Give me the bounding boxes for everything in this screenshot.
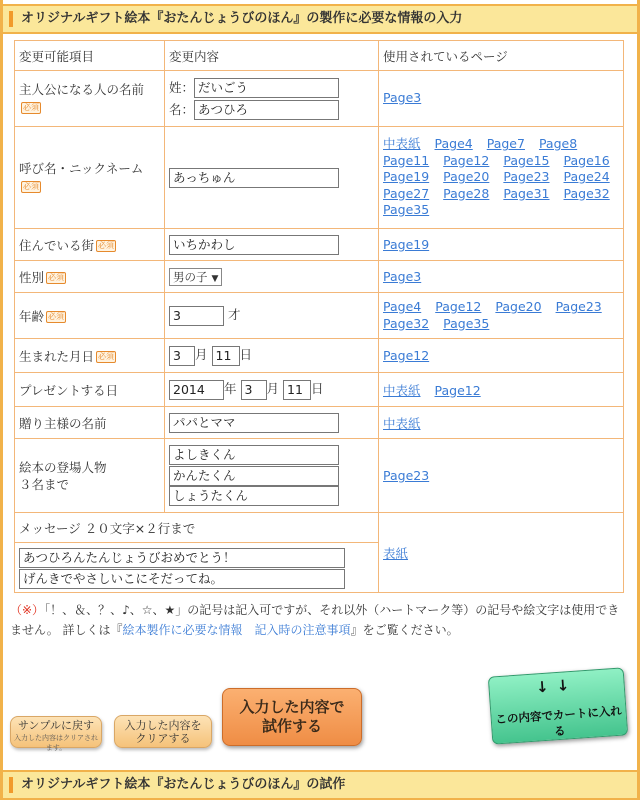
row-label: 呼び名・ニックネーム bbox=[19, 160, 144, 176]
page-link[interactable]: Page4 bbox=[383, 299, 422, 314]
page-link[interactable]: 中表紙 bbox=[383, 136, 421, 152]
chevron-down-icon: ▼ bbox=[211, 273, 219, 284]
page-link[interactable]: Page20 bbox=[443, 169, 490, 185]
row-label: メッセージ ２０文字×２行まで bbox=[19, 520, 196, 536]
down-arrows-icon: ↓↓ bbox=[535, 675, 578, 697]
notice-mark: （※） bbox=[10, 603, 45, 617]
info-table bbox=[14, 40, 624, 593]
present-year-input[interactable]: 2014 bbox=[169, 380, 224, 400]
add-to-cart-button[interactable] bbox=[488, 667, 628, 744]
clear-input-button[interactable] bbox=[114, 715, 212, 748]
section-header-input bbox=[3, 4, 637, 34]
page-link[interactable]: Page23 bbox=[383, 468, 430, 483]
page-link[interactable]: Page20 bbox=[495, 299, 542, 314]
section-header-trial bbox=[3, 770, 637, 800]
page-link[interactable]: 中表紙 bbox=[383, 415, 421, 431]
row-label: 住んでいる街 bbox=[19, 237, 95, 253]
page-link[interactable]: Page32 bbox=[383, 315, 430, 331]
day-unit: 日 bbox=[311, 381, 324, 397]
required-badge: 必須 bbox=[48, 312, 65, 321]
column-header: 使用されているページ bbox=[379, 41, 624, 71]
column-header: 変更可能項目 bbox=[15, 41, 165, 71]
table-row bbox=[15, 373, 624, 407]
table-row bbox=[15, 439, 624, 513]
table-row bbox=[15, 339, 624, 373]
page-link[interactable]: Page3 bbox=[383, 90, 422, 106]
row-label: 生まれた月日 bbox=[19, 348, 95, 364]
table-row bbox=[15, 261, 624, 293]
trial-build-label: 入力した内容で bbox=[239, 698, 345, 716]
page-link[interactable]: Page4 bbox=[434, 136, 473, 152]
table-row bbox=[15, 407, 624, 439]
page-link[interactable]: Page23 bbox=[555, 299, 602, 314]
page-link[interactable]: 表紙 bbox=[383, 545, 409, 561]
page-link[interactable]: Page3 bbox=[383, 269, 422, 284]
page-link[interactable]: Page12 bbox=[443, 152, 490, 168]
nickname-input[interactable]: あっちゅん bbox=[169, 168, 339, 188]
page-link[interactable]: Page7 bbox=[486, 136, 525, 152]
notice-text bbox=[10, 600, 630, 640]
month-unit: 月 bbox=[266, 381, 280, 397]
page-link[interactable]: Page12 bbox=[435, 299, 482, 314]
notice-body: 「！、＆、？、♪、☆、★」の記号は記入可ですが、それ以外（ハートマーク等）の記号や絵文字は使用できません。 詳しくは『 bbox=[10, 603, 620, 637]
page-link[interactable]: Page19 bbox=[383, 169, 430, 185]
table-row bbox=[15, 127, 624, 229]
page-link[interactable]: Page31 bbox=[503, 185, 550, 201]
row-label: 性別 bbox=[19, 269, 45, 285]
character-input[interactable]: しょうたくん bbox=[169, 486, 339, 506]
character-input[interactable]: かんたくん bbox=[169, 466, 339, 486]
reset-sample-button[interactable] bbox=[10, 716, 102, 752]
required-badge: 必須 bbox=[23, 103, 39, 112]
reset-sample-label: サンプルに戻す bbox=[17, 719, 94, 732]
page-link[interactable]: Page35 bbox=[443, 315, 490, 331]
row-label: 主人公になる人の名前 bbox=[19, 81, 145, 97]
section-title: オリジナルギフト絵本『おたんじょうびのほん』の製作に必要な情報の入力 bbox=[21, 11, 463, 26]
day-unit: 日 bbox=[239, 347, 253, 363]
page-links bbox=[379, 127, 624, 229]
table-row bbox=[15, 229, 624, 261]
required-badge: 必須 bbox=[23, 182, 39, 191]
table-header-row bbox=[15, 41, 624, 71]
header-bar-icon bbox=[9, 11, 13, 27]
page-link[interactable]: Page28 bbox=[443, 185, 490, 201]
row-label: 絵本の登場人物 bbox=[19, 459, 107, 475]
birth-month-input[interactable]: 3 bbox=[169, 346, 195, 366]
page-link[interactable]: 中表紙 bbox=[383, 382, 421, 398]
row-label: 年齢 bbox=[19, 308, 45, 324]
page-link[interactable]: Page8 bbox=[538, 136, 578, 152]
page-link[interactable]: Page15 bbox=[503, 152, 550, 168]
year-unit: 年 bbox=[224, 381, 237, 397]
section-title: オリジナルギフト絵本『おたんじょうびのほん』の試作 bbox=[21, 777, 346, 792]
age-input[interactable]: 3 bbox=[169, 306, 224, 326]
table-row bbox=[15, 513, 624, 543]
character-input[interactable]: よしきくん bbox=[169, 445, 339, 465]
age-unit: 才 bbox=[227, 307, 241, 323]
required-badge: 必須 bbox=[48, 273, 65, 282]
page-link[interactable]: Page27 bbox=[383, 185, 430, 201]
page-links bbox=[379, 293, 624, 339]
first-name-label: 名： bbox=[169, 101, 195, 117]
row-sublabel: ３名まで bbox=[19, 476, 70, 492]
row-label: プレゼントする日 bbox=[19, 382, 119, 398]
giver-input[interactable]: パパとママ bbox=[169, 413, 339, 433]
page-link[interactable]: Page11 bbox=[383, 152, 430, 168]
gender-selected-value: 男の子 bbox=[173, 269, 208, 284]
row-label: 贈り主様の名前 bbox=[19, 415, 107, 431]
clear-input-label: 入力した内容を bbox=[124, 719, 202, 732]
birth-day-input[interactable]: 11 bbox=[212, 346, 240, 366]
present-month-input[interactable]: 3 bbox=[241, 380, 267, 400]
message-line-input[interactable]: あつひろんたんじょうびおめでとう！ bbox=[19, 548, 345, 568]
page-link[interactable]: Page23 bbox=[503, 169, 550, 185]
trial-build-button[interactable] bbox=[222, 688, 362, 746]
page-link[interactable]: Page32 bbox=[563, 185, 610, 201]
message-line-input[interactable]: げんきでやさしいこにそだってね。 bbox=[19, 569, 345, 589]
town-input[interactable]: いちかわし bbox=[169, 235, 339, 255]
last-name-label: 姓： bbox=[169, 79, 195, 95]
page-link[interactable]: Page12 bbox=[434, 382, 481, 398]
present-day-input[interactable]: 11 bbox=[283, 380, 311, 400]
table-row bbox=[15, 71, 624, 127]
column-header: 変更内容 bbox=[165, 41, 379, 71]
page-link[interactable]: Page24 bbox=[563, 169, 610, 185]
add-to-cart-label: この内容でカートに入れる bbox=[495, 703, 623, 739]
page-link[interactable]: Page16 bbox=[563, 152, 610, 168]
page-link[interactable]: Page35 bbox=[383, 202, 430, 218]
page-link[interactable]: Page19 bbox=[383, 237, 430, 252]
reset-sample-sublabel: 入力した内容はクリアされます。 bbox=[14, 734, 98, 752]
required-badge: 必須 bbox=[98, 241, 115, 250]
required-badge: 必須 bbox=[98, 352, 115, 361]
gender-select[interactable] bbox=[169, 268, 222, 286]
table-row bbox=[15, 293, 624, 339]
month-unit: 月 bbox=[195, 347, 208, 363]
first-name-input[interactable]: あつひろ bbox=[194, 100, 339, 120]
header-bar-icon bbox=[9, 777, 13, 793]
page-link[interactable]: Page12 bbox=[383, 348, 430, 363]
notice-tail: 』をご覧ください。 bbox=[350, 623, 459, 637]
trial-build-label: 試作する bbox=[261, 717, 322, 735]
notice-link[interactable]: 絵本製作に必要な情報 記入時の注意事項 bbox=[122, 623, 351, 637]
last-name-input[interactable]: だいごう bbox=[194, 78, 339, 98]
clear-input-label: クリアする bbox=[135, 732, 191, 745]
